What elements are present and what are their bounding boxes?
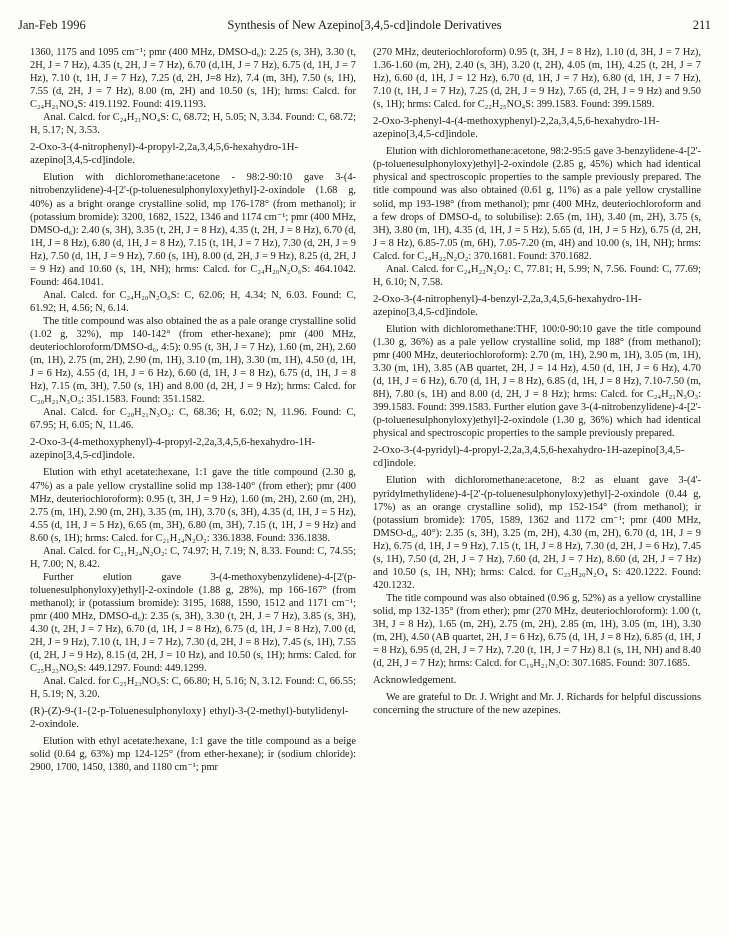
paragraph: Anal. Calcd. for C₂₀H₂₁N₃O₃: C, 68.36; H, 6.02; N, 11.96. Found: C, 67.95; H, 6.05; N, 11.46.: [30, 407, 356, 432]
running-title: Synthesis of New Azepino[3,4,5-cd]indole Derivatives: [227, 18, 502, 32]
page-number: 211: [692, 18, 711, 32]
right-column: [373, 46, 701, 717]
section-heading: 2-Oxo-3-(4-methoxyphenyl)-4-propyl-2,2a,3,4,5,6-hexahydro-1H-azepino[3,4,5-cd]indole.: [30, 436, 316, 462]
running-header: [18, 18, 711, 36]
left-column: [30, 46, 356, 775]
paragraph: Elution with ethyl acetate:hexane, 1:1 gave the title compound as a beige solid (0.64 g, 63%) mp 124-125° (from ether-hexane); ir (sodium chloride): 2900, 1700, 1450, 1380, and 1180 cm⁻¹; pmr: [30, 736, 356, 774]
paragraph: The title compound was also obtained the as a pale orange crystalline solid (1.02 g, 32%), mp 140-142° (from ether-hexane); pmr (400 MHz, deuteriochloroform/DMSO-d₆, 4:5): 0.95 (t, 3H, J = 7 Hz), 1.60 (m, 2H), 2.60 (m, 1H), 2.75 (m, 2H), 2.90 (m, 1H), 3.10 (m, 1H), 3.30 (m, 1H), 4.50 (d, 1H, J = 6 Hz), 4.55 (d, 1H, J = 6 Hz), 6.60 (d, 1H, J = 8 Hz), 6.75 (d, 1H, J = 8 Hz), 7.15 (m, 3H), 7.50 (s, 1H) and 8.00 (d, 2H, J = 9 Hz); hrms: Calcd. for C₂₀H₂₁N₃O₃: 351.1583. Found: 351.1582.: [30, 315, 356, 406]
section-heading: 2-Oxo-3-(4-nitrophenyl)-4-benzyl-2,2a,3,4,5,6-hexahydro-1H-azepino[3,4,5-cd]indole.: [373, 292, 642, 318]
paragraph: The title compound was also obtained (0.96 g, 52%) as a yellow crystalline solid, mp 132-135° (from ether); pmr (270 MHz, deuteriochloroform): 1.00 (t, 3H, J = 8 Hz), 1.65 (m, 2H), 2.75 (m, 2H), 2.85 (m, 1H), 3.05 (m, 1H), 3.30 (m, 2H), 4.50 (AB quartet, 2H, J = 6 Hz), 6.75 (d, 1H, J = 8 Hz), 6.85 (d, 1H, J = 8 Hz), 6.95 (d, 2H, J = 7 Hz), 7.20 (t, 1H, J = 7 Hz) 8.1 (s, 1H, NH) and 8.40 (d, 2H, J = 7 Hz); hrms: Calcd. for C₁₉H₂₁N₃O: 307.1685. Found: 307.1685.: [373, 592, 701, 670]
paragraph-continued: 1360, 1175 and 1095 cm⁻¹; pmr (400 MHz, DMSO-d₆): 2.25 (s, 3H), 3.30 (t, 2H, J = 7 Hz), 4.35 (t, 2H, J = 7 Hz), 6.70 (d,1H, J = 7 Hz), 6.75 (d, 1H, J = 7 Hz), 7.10 (t, 1H, J = 7 Hz), 7.25 (d, 2H, J=8 Hz), 7.4 (m, 3H), 7.50 (s, 1H), 7.55 (d, 2H, J = 7 Hz), 8.00 (m, 2H) and 10.50 (s, 1H); hrms: Calcd. for C₂₄H₂₁NO₄S: 419.1192. Found: 419.1193.: [30, 47, 356, 111]
paragraph: Elution with dichloromethane:THF, 100:0-90:10 gave the title compound (1.30 g, 36%) as a pale yellow crystalline solid, mp 188° (from methanol); pmr (400 MHz, deuteriochloroform): 2.70 (m, 1H), 2.90 m, 1H), 3.05 (m, 1H), 3.30 (m, 1H), 3.85 (AB quartet, 2H, J = 14 Hz), 4.50 (d, 1H, J = 6 Hz), 4.70 (d, 1H, J = 6 Hz), 6.70 (d, 1H, J = 8 Hz), 6.85 (d, 1H, J = 8 Hz), 7.10-7.50 (m, 8H), 7.80 (s, 1H) and 8.00 (d, 2H, J = 8 Hz); hrms: Calcd. for C₂₄H₂₁N₃O₃: 399.1583. Found: 399.1583. Further elution gave 3-(4-nitrobenzylidene)-4-[2'-(p-toluenesulphonyloxy)ethyl]-2-oxindole (1.30 g, 36%) which had identical physical and spectroscopic properties to the sample previously prepared.: [373, 323, 701, 440]
paragraph: Anal. Calcd. for C₂₄H₂₁NO₄S: C, 68.72; H, 5.05; N, 3.34. Found: C, 68.72; H, 5.17; N, 3.53.: [30, 112, 356, 137]
paragraph: Anal. Calcd. for C₂₄H₂₂N₂O₂: C, 77.81; H, 5.99; N, 7.56. Found: C, 77.69; H, 6.10; N, 7.58.: [373, 263, 701, 288]
paragraph: Anal. Calcd. for C₂₄H₂₀N₂O₆S: C, 62.06; H, 4.34; N, 6.03. Found: C, 61.92; H, 4.56; N, 6.14.: [30, 289, 356, 314]
paragraph: Elution with dichloromethane:acetone, 98:2-95:5 gave 3-benzylidene-4-[2'-(p-toluenesulphonyloxy)ethyl]-2-oxindole (2.85 g, 45%) which had identical physical and spectroscopic properties to the sample previously prepared. The title compound was also obtained (0.61 g, 11%) as a pale yellow crystalline solid, mp 193-198° (from methanol); pmr (400 MHz, deuteriochloroform and a few drops of DMSO-d₆ to solubilise): 2.65 (m, 1H), 3.40 (m, 2H), 3.75 (s, 3H), 3.80 (m, 1H), 4.35 (d, 1H, J = 5 Hz), 5.65 (d, 1H, J = 5 Hz), 6.75 (d, 2H, J = 8 Hz), 6.85-7.05 (m, 6H), 7.05-7.20 (m, 4H) and 10.00 (s, 1H, NH); hrms: Calcd. for C₂₄H₂₂N₂O₂: 370.1681. Found: 370.1682.: [373, 146, 701, 262]
paragraph: Anal. Calcd. for C₂₁H₂₄N₂O₂: C, 74.97; H, 7.19; N, 8.33. Found: C, 74.55; H, 7.00; N, 8.42.: [30, 545, 356, 570]
paragraph-continued: (270 MHz, deuteriochloroform) 0.95 (t, 3H, J = 8 Hz), 1.10 (d, 3H, J = 7 Hz), 1.36-1.60 (m, 2H), 2.40 (s, 3H), 3.20 (t, 2H), 4.05 (m, 1H), 4.25 (t, 2H, J = 7 Hz), 6.60 (d, 1H, J = 12 Hz), 6.70 (d, 1H, J = 7 Hz), 6.80 (d, 1H, J = 7 Hz), 7.10 (t, 1H, J = 7 Hz), 7.25 (d, 2H, J = 9 Hz), 7.65 (d, 2H, J = 9 Hz) and 9.50 (s, 1H); hrms: Calcd. for C₂₂H₂₅NO₄S: 399.1583. Found: 399.1589.: [373, 47, 701, 111]
section-heading: (R)-(Z)-9-(1-{2-p-Toluenesulphonyloxy} ethyl)-3-(2-methyl)-butylidenyl-2-oxindole.: [30, 705, 349, 731]
section-heading: 2-Oxo-3-(4-pyridyl)-4-propyl-2,2a,3,4,5,6-hexahydro-1H-azepino[3,4,5-cd]indole.: [373, 444, 685, 470]
issue-date: Jan-Feb 1996: [18, 18, 86, 32]
paragraph: We are grateful to Dr. J. Wright and Mr. J. Richards for helpful discussions concerning the structure of the new azepines.: [373, 692, 701, 717]
paragraph: Elution with dichloromethane:acetone, 8:2 as eluant gave 3-(4'-pyridylmethylidene)-4-[2'-(p-toluenesulphonyloxy)ethyl]-2-oxindole (0.44 g, 17%) as an orange crystalline solid), mp 152-154° (from methanol); ir (potassium bromide): 1705, 1589, 1362 and 1172 cm⁻¹; pmr (400 MHz, DMSO-d₆, 40°): 2.35 (s, 3H), 3.25 (m, 2H), 4.30 (m, 2H), 6.70 (d, 1H, J = 9 Hz), 6.75 (d, 1H, J = 9 Hz), 7.15 (t, 1H, J = 8 Hz), 7.30 (d, 2H, J = 6 Hz), 7.45 (s, 1H), 7.50 (d, 2H, J = 7 Hz), 7.60 (d, 2H, J = 7 Hz), 8.60 (d, 2H, J = 7 Hz) and 10.50 (s, 1H, NH); hrms: Calcd. for C₂₃H₂₀N₂O₄ S: 420.1222. Found: 420.1232.: [373, 475, 701, 591]
paragraph: Further elution gave 3-(4-methoxybenzylidene)-4-[2'(p-toluenesulphonyloxy)ethyl]-2-oxindole (1.88 g, 28%), mp 166-167° (from methanol); ir (potassium bromide): 3195, 1688, 1590, 1512 and 1171 cm⁻¹; pmr (400 MHz, DMSO-d₆): 2.35 (s, 3H), 3.30 (t, 2H, J = 7 Hz), 3.85 (s, 3H), 4.30 (t, 2H, J = 7 Hz), 6.70 (d, 1H, J = 8 Hz), 6.75 (d, 1H, J = 8 Hz), 7.00 (d, 2H, J = 9 Hz), 7.10 (t, 1H, J = 7 Hz), 7.30 (d, 2H, J = 8 Hz), 7.45 (s, 1H), 7.55 (d, 2H, J = 9 Hz), 8.15 (d, 2H, J = 10 Hz), and 10.50 (s, 1H); hrms: Calcd. for C₂₅H₂₃NO₅S: 449.1297. Found: 449.1299.: [30, 571, 356, 675]
section-heading: 2-Oxo-3-(4-nitrophenyl)-4-propyl-2,2a,3,4,5,6-hexahydro-1H-azepino[3,4,5-cd]indole.: [30, 141, 299, 167]
paragraph: Elution with dichloromethane:acetone - 98:2-90:10 gave 3-(4-nitrobenzylidene)-4-[2'-(p-toluenesulphonyloxy)ethyl]-2-oxindole (1.68 g, 40%) as a bright orange crystalline solid, mp 176-178° (from methanol); ir (potassium bromide): 3200, 1682, 1522, 1346 and 1174 cm⁻¹; pmr (400 MHz, DMSO-d₆): 2.40 (s, 3H), 3.35 (t, 2H, J = 8 Hz), 4.35 (t, 2H, J = 8 Hz), 6.70 (d, 1H, J = 8 Hz), 6.80 (d, 1H, J = 8 Hz), 7.15 (t, 1H, J = 7 Hz), 7.30 (d, 2H, J = 9 Hz), 7.50 (d, 1H, J = 9 Hz), 7.60 (s, 1H), 8.00 (d, 2H, J = 9 Hz), 8.25 (d, 2H, J = 9 Hz) and 10.60 (s, 1H, NH); hrms: Calcd. for C₂₄H₂₀N₂O₆S: 464.1042. Found: 464.1041.: [30, 172, 356, 288]
paragraph: Elution with ethyl acetate:hexane, 1:1 gave the title compound (2.30 g, 47%) as a pale yellow crystalline solid mp 138-140° (from ether); pmr (400 MHz, deuteriochloroform): 0.95 (t, 3H, J = 9 Hz), 1.60 (m, 2H), 2.60 (m, 2H), 2.75 (m, 1H), 2.90 (m, 2H), 3.35 (m, 1H), 3.70 (s, 3H), 4.35 (d, 1H, J = 5 Hz), 4.55 (d, 1H, J = 5 Hz), 6.65 (m, 3H), 6.80 (m, 3H), 7.15 (t, 1H, J = 9 Hz) and 8.60 (s, 1H); hrms: Calcd. for C₂₁H₂₄N₂O₂: 336.1838. Found: 336.1838.: [30, 467, 356, 544]
section-heading: 2-Oxo-3-phenyl-4-(4-methoxyphenyl)-2,2a,3,4,5,6-hexahydro-1H-azepino[3,4,5-cd]indole.: [373, 115, 660, 141]
paragraph: Anal. Calcd. for C₂₅H₂₃NO₅S: C, 66.80; H, 5.16; N, 3.12. Found: C, 66.55; H, 5.19; N, 3.20.: [30, 676, 356, 701]
section-heading: Acknowledgement.: [373, 674, 457, 687]
